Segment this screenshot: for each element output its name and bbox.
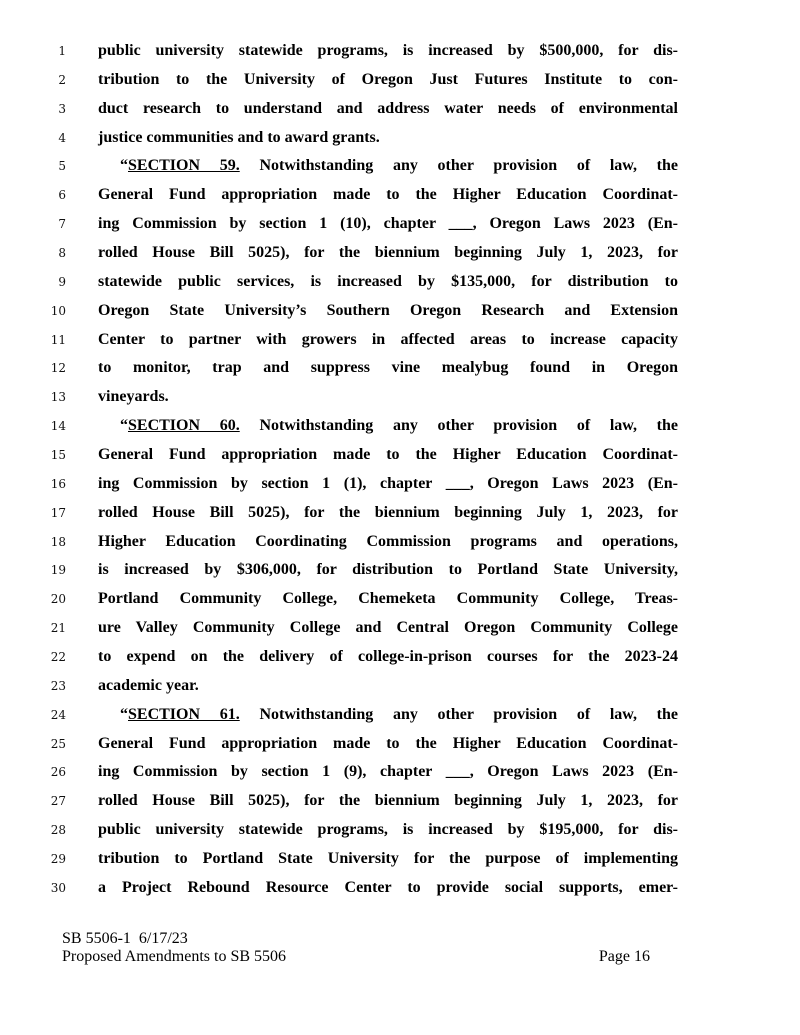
line-text: is increased by $306,000, for distribution to Portland State University, [98, 561, 678, 579]
line-number: 5 [58, 159, 66, 174]
section-text: Notwithstanding any other provision of law, the [239, 417, 678, 435]
line-text: tribution to Portland State University for the purpose of implementing [98, 850, 678, 868]
line-text: statewide public services, is increased by $135,000, for distribution to [98, 272, 678, 290]
line-number: 16 [50, 476, 66, 491]
document-line [0, 183, 800, 212]
section-text: Notwithstanding any other provision of law, the [239, 157, 678, 175]
document-line [0, 847, 800, 876]
document-line [0, 126, 800, 155]
line-number: 21 [50, 621, 66, 636]
line-text: rolled House Bill 5025), for the biennium beginning July 1, 2023, for [98, 244, 678, 262]
document-line [0, 241, 800, 270]
document-line [0, 97, 800, 126]
line-text [120, 414, 678, 438]
line-number: 12 [50, 361, 66, 376]
line-number: 26 [50, 765, 66, 780]
line-text [120, 154, 678, 178]
line-text: duct research to understand and address water needs of environmental [98, 99, 678, 117]
page-footer [62, 930, 650, 966]
line-text: tribution to the University of Oregon Just Futures Institute to con- [98, 70, 678, 88]
document-line [0, 530, 800, 559]
document-line [0, 39, 800, 68]
document-line [0, 212, 800, 241]
line-text: rolled House Bill 5025), for the biennium beginning July 1, 2023, for [98, 503, 678, 521]
document-line [0, 616, 800, 645]
line-number: 10 [50, 303, 66, 318]
line-number: 27 [50, 794, 66, 809]
line-number: 28 [50, 823, 66, 838]
document-line [0, 789, 800, 818]
document-line [0, 501, 800, 530]
line-number: 18 [50, 534, 66, 549]
line-number: 2 [58, 72, 66, 87]
line-text: General Fund appropriation made to the Higher Education Coordinat- [98, 734, 678, 752]
line-text: Portland Community College, Chemeketa Community College, Treas- [98, 590, 678, 608]
line-number: 19 [50, 563, 66, 578]
document-line [0, 876, 800, 905]
line-number: 13 [50, 390, 66, 405]
footer-bill-id: SB 5506-1 6/17/23 [62, 930, 188, 947]
line-text: a Project Rebound Resource Center to provide social supports, emer- [98, 878, 678, 896]
line-text: ing Commission by section 1 (10), chapter ___, Oregon Laws 2023 (En- [98, 215, 678, 233]
line-text: academic year. [98, 676, 199, 694]
line-text [120, 703, 678, 727]
line-text: General Fund appropriation made to the Higher Education Coordinat- [98, 446, 678, 464]
section-heading: SECTION 61. [128, 705, 240, 723]
open-quote: “ [120, 417, 128, 435]
document-line [0, 558, 800, 587]
line-number: 15 [50, 448, 66, 463]
line-number: 30 [50, 880, 66, 895]
line-number: 14 [50, 419, 66, 434]
footer-title: Proposed Amendments to SB 5506 [62, 948, 287, 965]
line-text: ing Commission by section 1 (1), chapter ___, Oregon Laws 2023 (En- [98, 474, 678, 492]
line-text: Higher Education Coordinating Commission programs and operations, [98, 532, 678, 550]
line-number: 7 [58, 217, 66, 232]
line-number: 22 [50, 650, 66, 665]
line-number: 3 [58, 101, 66, 116]
line-number: 9 [58, 274, 66, 289]
line-number: 1 [58, 44, 66, 58]
line-text: to expend on the delivery of college-in-prison courses for the 2023-24 [98, 648, 678, 666]
page-number: Page 16 [598, 948, 650, 965]
document-body [0, 39, 800, 905]
document-line [0, 154, 800, 183]
line-number: 6 [58, 188, 66, 203]
section-heading: SECTION 59. [128, 157, 240, 175]
document-line [0, 703, 800, 732]
line-number: 17 [50, 505, 66, 520]
line-number: 23 [50, 678, 66, 693]
document-line [0, 472, 800, 501]
line-text: public university statewide programs, is increased by $500,000, for dis- [98, 42, 678, 59]
document-line [0, 645, 800, 674]
section-heading: SECTION 60. [128, 417, 240, 435]
line-number: 29 [50, 852, 66, 867]
line-text: Oregon State University’s Southern Oregon Research and Extension [98, 301, 678, 319]
document-line [0, 356, 800, 385]
line-text: public university statewide programs, is increased by $195,000, for dis- [98, 821, 678, 839]
document-line [0, 674, 800, 703]
line-number: 20 [50, 592, 66, 607]
section-text: Notwithstanding any other provision of law, the [239, 705, 678, 723]
line-text: justice communities and to award grants. [98, 128, 380, 146]
document-line [0, 385, 800, 414]
line-text: rolled House Bill 5025), for the biennium beginning July 1, 2023, for [98, 792, 678, 810]
line-text: vineyards. [98, 388, 169, 406]
document-line [0, 587, 800, 616]
line-text: Center to partner with growers in affected areas to increase capacity [98, 330, 678, 348]
line-number: 4 [58, 130, 66, 145]
open-quote: “ [120, 157, 128, 175]
line-text: ing Commission by section 1 (9), chapter ___, Oregon Laws 2023 (En- [98, 763, 678, 781]
line-number: 25 [50, 736, 66, 751]
line-text: General Fund appropriation made to the Higher Education Coordinat- [98, 186, 678, 204]
line-text: ure Valley Community College and Central Oregon Community College [98, 619, 678, 637]
open-quote: “ [120, 705, 128, 723]
document-line [0, 68, 800, 97]
document-line [0, 270, 800, 299]
document-line [0, 414, 800, 443]
line-text: to monitor, trap and suppress vine mealybug found in Oregon [98, 359, 678, 377]
document-line [0, 818, 800, 847]
line-number: 8 [58, 246, 66, 261]
document-line [0, 299, 800, 328]
line-number: 11 [50, 332, 66, 347]
document-line [0, 732, 800, 761]
document-line [0, 328, 800, 357]
document-line [0, 760, 800, 789]
document-line [0, 443, 800, 472]
line-number: 24 [50, 707, 66, 722]
